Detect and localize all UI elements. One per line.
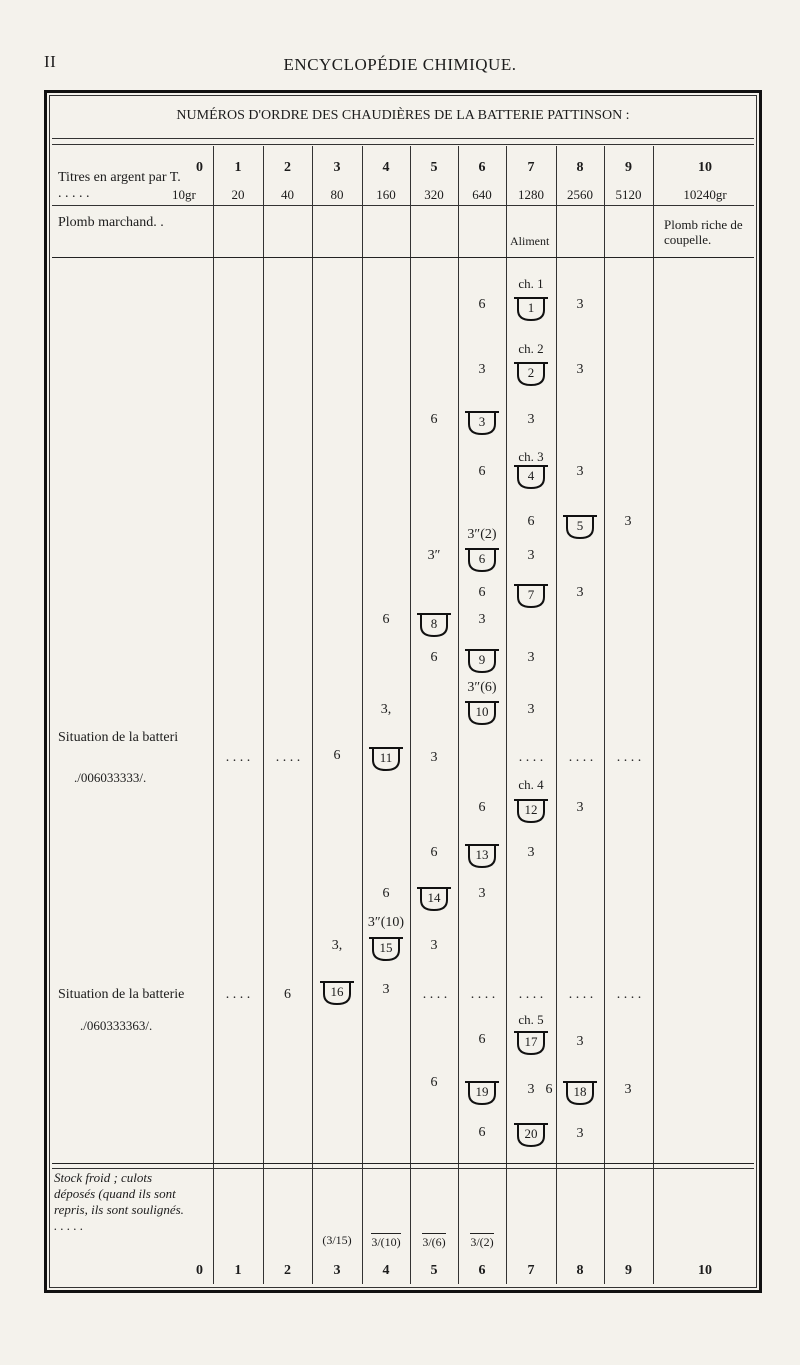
boiler-number: 12 bbox=[524, 802, 538, 817]
col-num-10: 10 bbox=[698, 160, 712, 175]
cell-value: 3 bbox=[527, 548, 535, 563]
titre-0: 10gr bbox=[172, 187, 196, 202]
cell-dots: . . . . bbox=[225, 987, 251, 1002]
boiler-10 bbox=[464, 700, 500, 724]
boiler-number: 3 bbox=[478, 414, 486, 429]
footer-col-0: 0 bbox=[196, 1263, 203, 1278]
col-num-4: 4 bbox=[382, 160, 390, 175]
footer-col-1: 1 bbox=[234, 1263, 242, 1278]
cell-value: 6 bbox=[478, 464, 486, 479]
cell-value: 3″(10) bbox=[367, 915, 405, 930]
col-num-3: 3 bbox=[333, 160, 341, 175]
col-num-9: 9 bbox=[625, 160, 632, 175]
cell-value: 6 bbox=[478, 585, 486, 600]
footer-col-8: 8 bbox=[576, 1263, 584, 1278]
cell-value: 6 bbox=[430, 650, 438, 665]
boiler-7 bbox=[513, 583, 549, 607]
cell-value: 3 bbox=[624, 1082, 632, 1097]
boiler-14 bbox=[416, 886, 452, 910]
stock-value-4: 3/(10) bbox=[371, 1235, 401, 1249]
footer-col-10: 10 bbox=[698, 1263, 712, 1278]
cell-value: 3 bbox=[576, 1126, 584, 1141]
cell-value: 6 bbox=[478, 1125, 486, 1140]
titre-7: 1280 bbox=[518, 187, 544, 202]
cell-value: 6 bbox=[478, 800, 486, 815]
cell-value: 3 bbox=[576, 464, 584, 479]
footer-col-6: 6 bbox=[478, 1263, 486, 1278]
footer-col-2: 2 bbox=[284, 1263, 291, 1278]
boiler-17 bbox=[513, 1030, 549, 1054]
cell-value: 6 bbox=[545, 1082, 553, 1097]
cell-value: 3 bbox=[527, 412, 535, 427]
titre-4: 160 bbox=[376, 187, 396, 202]
charge-label: ch. 2 bbox=[518, 341, 544, 356]
col-num-2: 2 bbox=[284, 160, 291, 175]
boiler-number: 2 bbox=[527, 365, 535, 380]
boiler-number: 14 bbox=[427, 890, 441, 905]
cell-value: 3 bbox=[382, 982, 390, 997]
footer-col-3: 3 bbox=[333, 1263, 341, 1278]
cell-dots: . . . . bbox=[518, 987, 544, 1002]
titre-2: 40 bbox=[281, 187, 294, 202]
boiler-number: 8 bbox=[430, 616, 438, 631]
row-label-titres: Titres en argent par T. . . . . . bbox=[58, 170, 181, 201]
col-num-8: 8 bbox=[576, 160, 584, 175]
cell-value: 3 bbox=[576, 585, 584, 600]
boiler-2 bbox=[513, 361, 549, 385]
footer-col-9: 9 bbox=[625, 1263, 632, 1278]
situation-1-code: ./006033333/. bbox=[74, 770, 147, 785]
boiler-18 bbox=[562, 1080, 598, 1104]
cell-value: 6 bbox=[430, 1075, 438, 1090]
cell-value: 6 bbox=[382, 886, 390, 901]
charge-label: ch. 5 bbox=[518, 1012, 544, 1027]
cell-value: 6 bbox=[382, 612, 390, 627]
cell-dots: . . . . bbox=[568, 987, 594, 1002]
running-title: ENCYCLOPÉDIE CHIMIQUE. bbox=[283, 55, 517, 74]
cell-dots: . . . . bbox=[422, 987, 448, 1002]
footer-col-7: 7 bbox=[527, 1263, 535, 1278]
col-num-7: 7 bbox=[527, 160, 535, 175]
boiler-number: 9 bbox=[478, 652, 486, 667]
titre-10: 10240gr bbox=[683, 187, 727, 202]
cell-value: 6 bbox=[430, 845, 438, 860]
cell-dots: . . . . bbox=[568, 750, 594, 765]
boiler-4 bbox=[513, 464, 549, 488]
boiler-20 bbox=[513, 1122, 549, 1146]
titre-8: 2560 bbox=[567, 187, 593, 202]
boiler-5 bbox=[562, 514, 598, 538]
cell-value: 3 bbox=[576, 362, 584, 377]
cell-dots: . . . . bbox=[225, 750, 251, 765]
cell-value: 3 bbox=[576, 800, 584, 815]
cell-value: 3, bbox=[380, 702, 392, 717]
boiler-number: 15 bbox=[379, 940, 393, 955]
boiler-3 bbox=[464, 410, 500, 434]
page-number: II bbox=[44, 52, 57, 71]
boiler-9 bbox=[464, 648, 500, 672]
boiler-number: 5 bbox=[576, 518, 584, 533]
boiler-number: 1 bbox=[527, 300, 535, 315]
boiler-number: 6 bbox=[478, 551, 486, 566]
cell-value: 3 bbox=[576, 297, 584, 312]
cell-value: 3″(2) bbox=[467, 527, 497, 542]
cell-dots: . . . . bbox=[616, 750, 642, 765]
cell-value: 3 bbox=[527, 1082, 535, 1097]
cell-value: 6 bbox=[478, 297, 486, 312]
row-label-plomb-marchand: Plomb marchand. . bbox=[58, 215, 164, 230]
situation-1-label: Situation de la batteri bbox=[58, 730, 179, 745]
boiler-19 bbox=[464, 1080, 500, 1104]
cell-value: 6 bbox=[333, 748, 341, 763]
footer-col-5: 5 bbox=[430, 1263, 438, 1278]
cell-dots: . . . . bbox=[518, 750, 544, 765]
cell-value: 6 bbox=[527, 514, 535, 529]
situation-2-label: Situation de la batterie bbox=[58, 987, 185, 1002]
stock-value-6: 3/(2) bbox=[470, 1235, 494, 1249]
boiler-number: 7 bbox=[527, 587, 535, 602]
cell-value: 6 bbox=[430, 412, 438, 427]
cell-value: 3 bbox=[527, 702, 535, 717]
stock-value-3: (3/15) bbox=[322, 1233, 352, 1247]
col-num-0: 0 bbox=[196, 160, 203, 175]
cell-dots: . . . . bbox=[275, 750, 301, 765]
boiler-8 bbox=[416, 612, 452, 636]
boiler-1 bbox=[513, 296, 549, 320]
cell-value: 3 bbox=[430, 938, 438, 953]
row-label-plomb-riche: Plomb riche de coupelle. bbox=[664, 217, 743, 247]
titre-9: 5120 bbox=[615, 187, 642, 202]
table-title: NUMÉROS D'ORDRE DES CHAUDIÈRES DE LA BATTERIE PATTINSON : bbox=[176, 108, 630, 123]
charge-label: ch. 1 bbox=[518, 276, 544, 291]
titre-5: 320 bbox=[424, 187, 444, 202]
col-num-1: 1 bbox=[234, 160, 242, 175]
cell-value: 3 bbox=[624, 514, 632, 529]
cell-value: 3 bbox=[478, 612, 486, 627]
boiler-number: 16 bbox=[330, 984, 344, 999]
boiler-13 bbox=[464, 843, 500, 867]
cell-value: 3 bbox=[430, 750, 438, 765]
boiler-number: 10 bbox=[475, 704, 489, 719]
aliment-label: Aliment bbox=[510, 234, 550, 248]
stock-label: Stock froid ; culots déposés (quand ils sont repris, ils sont soulignés. . . . . . bbox=[54, 1170, 184, 1233]
titre-3: 80 bbox=[330, 187, 344, 202]
cell-value: 3″ bbox=[427, 548, 441, 563]
cell-value: 3 bbox=[527, 845, 535, 860]
boiler-number: 11 bbox=[379, 750, 393, 765]
titre-6: 640 bbox=[472, 187, 492, 202]
boiler-number: 17 bbox=[524, 1034, 538, 1049]
cell-value: 3 bbox=[478, 362, 486, 377]
col-num-6: 6 bbox=[478, 160, 486, 175]
cell-value: 6 bbox=[284, 987, 291, 1002]
boiler-15 bbox=[368, 936, 404, 960]
boiler-6 bbox=[464, 547, 500, 571]
boiler-number: 19 bbox=[475, 1084, 489, 1099]
boiler-16 bbox=[319, 980, 355, 1004]
boiler-number: 13 bbox=[475, 847, 489, 862]
boiler-12 bbox=[513, 798, 549, 822]
charge-label: ch. 3 bbox=[518, 449, 544, 464]
titre-1: 20 bbox=[231, 187, 245, 202]
cell-dots: . . . . bbox=[616, 987, 642, 1002]
cell-dots: . . . . bbox=[470, 987, 496, 1002]
boiler-number: 18 bbox=[573, 1084, 587, 1099]
cell-value: 3 bbox=[478, 886, 486, 901]
situation-2-code: ./060333363/. bbox=[80, 1018, 153, 1033]
col-num-5: 5 bbox=[430, 160, 438, 175]
cell-value: 3 bbox=[527, 650, 535, 665]
boiler-number: 4 bbox=[527, 468, 535, 483]
table-inner-frame bbox=[49, 95, 757, 1288]
stock-value-5: 3/(6) bbox=[422, 1235, 446, 1249]
footer-col-4: 4 bbox=[382, 1263, 390, 1278]
boiler-11 bbox=[368, 746, 404, 770]
boiler-number: 20 bbox=[524, 1126, 538, 1141]
charge-label: ch. 4 bbox=[518, 777, 544, 792]
cell-value: 3, bbox=[331, 938, 343, 953]
cell-value: 3″(6) bbox=[467, 680, 497, 695]
cell-value: 6 bbox=[478, 1032, 486, 1047]
cell-value: 3 bbox=[576, 1034, 584, 1049]
